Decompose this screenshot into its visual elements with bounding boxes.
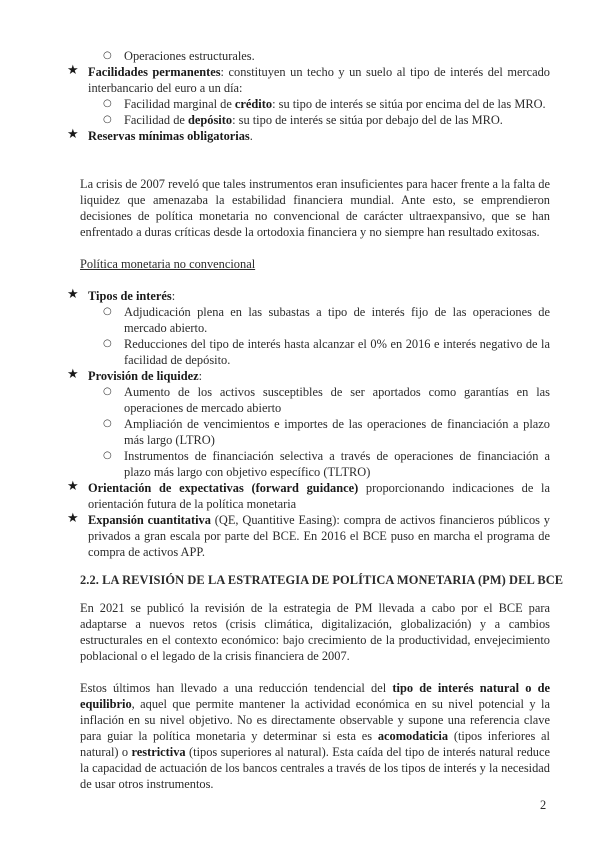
list-item: ★ Reservas mínimas obligatorias.: [67, 127, 253, 143]
hollow-bullet-icon: ○: [103, 50, 112, 61]
hollow-bullet-icon: ○: [103, 114, 112, 125]
top-bullet-list: [67, 48, 551, 144]
unconventional-bullet-list: [67, 287, 550, 560]
list-item: ★ Provisión de liquidez:: [67, 367, 203, 383]
list-item: ★ Expansión cuantitativa (QE, Quantitive Easing): compra de activos financieros públicos y privados a gran escala por parte del BCE. En 2016 el BCE puso en marcha el programa de compra de activos APP.: [67, 511, 550, 559]
star-bullet-icon: ★: [67, 367, 79, 382]
star-bullet-icon: ★: [67, 479, 79, 494]
hollow-bullet-icon: ○: [103, 450, 112, 461]
hollow-bullet-icon: ○: [103, 338, 112, 349]
list-item: ★ Tipos de interés:: [67, 287, 176, 303]
list-item: ★ Facilidades permanentes: constituyen un techo y un suelo al tipo de interés del mercado interbancario del euro a un día:: [67, 63, 551, 95]
star-bullet-icon: ★: [67, 63, 79, 78]
list-subitem: ○ Adjudicación plena en las subastas a tipo de interés fijo de las operaciones de mercado abierto.: [103, 305, 550, 335]
hollow-bullet-icon: ○: [103, 386, 112, 397]
list-subitem: ○ Instrumentos de financiación selectiva a través de operaciones de financiación a plazo más largo con objetivo específico (TLTRO): [103, 449, 550, 479]
subheading-unconventional: Política monetaria no convencional: [80, 257, 256, 271]
list-subitem: ○ Operaciones estructurales.: [103, 49, 255, 63]
list-subitem: ○ Aumento de los activos susceptibles de ser aportados como garantías en las operaciones de mercado abierto: [103, 385, 550, 415]
star-bullet-icon: ★: [67, 511, 79, 526]
page-number: 2: [540, 798, 547, 812]
paragraph-crisis-2007: La crisis de 2007 reveló que tales instrumentos eran insuficientes para hacer frente a la falta de liquidez que amenazaba la estabilidad financiera mundial. Ante esto, se emprendieron decisiones de política monetaria no convencional de carácter ultraexpansivo, que se han enfrentado a duras críticas desde la ortodoxia financiera y no siempre han resultado exitosas.: [80, 177, 550, 239]
list-subitem: ○ Facilidad de depósito: su tipo de interés se sitúa por debajo del de las MRO.: [103, 113, 503, 127]
star-bullet-icon: ★: [67, 287, 79, 302]
hollow-bullet-icon: ○: [103, 418, 112, 429]
hollow-bullet-icon: ○: [103, 306, 112, 317]
list-subitem: ○ Reducciones del tipo de interés hasta alcanzar el 0% en 2016 e interés negativo de la facilidad de depósito.: [103, 337, 550, 367]
section-heading: 2.2. LA REVISIÓN DE LA ESTRATEGIA DE POLÍTICA MONETARIA (PM) DEL BCE: [80, 573, 564, 587]
hollow-bullet-icon: ○: [103, 98, 112, 109]
list-item: ★ Orientación de expectativas (forward guidance) proporcionando indicaciones de la orientación futura de la política monetaria: [67, 479, 550, 511]
list-subitem: ○ Ampliación de vencimientos e importes de las operaciones de financiación a plazo más largo (LTRO): [103, 417, 550, 447]
paragraph-natural-rate: Estos últimos han llevado a una reducción tendencial del tipo de interés natural o de equilibrio, aquel que permite mantener la actividad económica en su nivel potencial y la inflación en su nivel objetivo. No es directamente observable y supone una referencia clave para guiar la política monetaria y determinar si esta es acomodaticia (tipos inferiores al natural) o restrictiva (tipos superiores al natural). Esta caída del tipo de interés natural reduce la capacidad de actuación de los bancos centrales a través de los tipos de interés y la necesidad de usar otros instrumentos.: [80, 681, 551, 791]
star-bullet-icon: ★: [67, 127, 79, 142]
list-subitem: ○ Facilidad marginal de crédito: su tipo de interés se sitúa por encima del de las MRO.: [103, 97, 546, 111]
paragraph-revision-2021: En 2021 se publicó la revisión de la estrategia de PM llevada a cabo por el BCE para adaptarse a nuevos retos (crisis climática, digitalización, globalización) y a cambios estructurales en el contexto económico: bajo crecimiento de la productividad, envejecimiento poblacional o el legado de la crisis financiera de 2007.: [80, 601, 550, 663]
